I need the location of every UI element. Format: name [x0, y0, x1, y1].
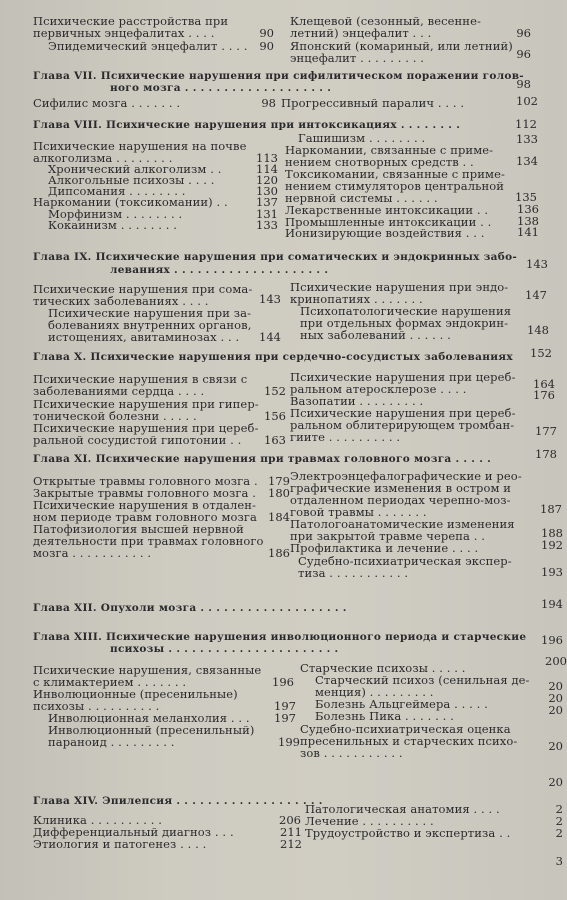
page-number: 177 — [535, 424, 557, 438]
toc-entry: Психические нарушения при цереб- — [290, 406, 516, 420]
toc-entry: Патологоанатомические изменения — [290, 517, 515, 531]
page-number: 188 — [541, 526, 563, 540]
toc-entry: заболеваниями сердца . . . . — [33, 384, 205, 398]
toc-entry: Этиология и патогенез . . . . — [33, 837, 207, 851]
chapter-heading: Глава XIII. Психические нарушения инволюционного периода и старческие — [33, 631, 527, 643]
toc-entry: Ионизирующие воздействия . . . — [285, 226, 485, 240]
toc-entry: Хронический алкоголизм . . — [48, 162, 222, 176]
toc-entry: ных заболеваний . . . . . . — [300, 328, 451, 342]
toc-entry: графические изменения в остром и — [290, 481, 512, 495]
toc-entry: гиите . . . . . . . . . . — [290, 430, 401, 444]
toc-entry: Психические нарушения при цереб- — [33, 421, 259, 435]
page-number: 135 — [515, 190, 537, 204]
toc-entry: Прогрессивный паралич . . . . — [281, 96, 465, 110]
page-number: 2 — [555, 826, 563, 840]
page-number: 192 — [541, 538, 563, 552]
toc-entry: Дифференциальный диагноз . . . — [33, 825, 234, 839]
toc-entry: Психические нарушения, связанные — [33, 663, 262, 677]
page-number: 187 — [540, 502, 562, 516]
page-number: 136 — [517, 202, 539, 216]
toc-entry: при отдельных формах эндокрин- — [300, 316, 509, 330]
chapter-heading: Глава IX. Психические нарушения при соматических и эндокринных забо- — [33, 251, 518, 263]
toc-entry: психозы . . . . . . . . . . — [33, 699, 160, 713]
toc-entry: летний) энцефалит . . . — [290, 26, 432, 40]
chapter-heading: психозы . . . . . . . . . . . . . . . . . . . . . . — [110, 643, 339, 655]
page-number: 20 — [548, 691, 563, 705]
toc-entry: Клиника . . . . . . . . . . — [33, 813, 163, 827]
toc-entry: ральном атеросклерозе . . . . — [290, 382, 467, 396]
toc-entry: истощениях, авитаминозах . . . — [48, 330, 240, 344]
page-number: 152 — [530, 346, 552, 360]
page-number: 143 — [259, 292, 281, 306]
toc-entry: Промышленные интоксикации . . — [285, 215, 492, 229]
toc-entry: Гашишизм . . . . . . . . — [298, 131, 426, 145]
toc-entry: тических заболеваниях . . . . — [33, 294, 209, 308]
toc-entry: Болезнь Альцгеймера . . . . . — [315, 697, 488, 711]
page-number: 186 — [268, 546, 290, 560]
page-number: 131 — [256, 207, 278, 221]
toc-entry: отдаленном периодах черепно-моз- — [290, 493, 511, 507]
toc-entry: Эпидемический энцефалит . . . . — [48, 39, 248, 53]
toc-entry: Профилактика и лечение . . . . — [290, 541, 479, 555]
toc-entry: деятельности при травмах головного — [33, 534, 264, 548]
page-number: 184 — [268, 510, 290, 524]
toc-entry: Психопатологические нарушения — [300, 304, 512, 318]
page-number: 138 — [517, 214, 539, 228]
toc-entry: Психические расстройства при — [33, 14, 229, 28]
toc-entry: ральном облитерирующем тромбан- — [290, 418, 515, 432]
toc-entry: алкоголизма . . . . . . . . — [33, 151, 173, 165]
toc-entry: Закрытые травмы головного мозга . — [33, 486, 256, 500]
chapter-heading: Глава VII. Психические нарушения при сифилитическом поражении голов- — [33, 70, 524, 82]
page-number: 144 — [259, 330, 281, 344]
toc-entry: Трудоустройство и экспертиза . . — [305, 826, 511, 840]
chapter-heading: Глава X. Психические нарушения при сердечно-сосудистых заболеваниях — [33, 351, 513, 363]
chapter-heading: Глава XIV. Эпилепсия . . . . . . . . . . . . . . . . . . . — [33, 795, 323, 807]
page-number: 196 — [541, 633, 563, 647]
page-number: 2 — [555, 802, 563, 816]
page-number: 143 — [526, 257, 548, 271]
page-number: 196 — [272, 675, 294, 689]
toc-entry: Кокаинизм . . . . . . . . — [48, 218, 178, 232]
chapter-heading: леваниях . . . . . . . . . . . . . . . . . . . . — [110, 264, 329, 276]
page-number: 90 — [259, 26, 274, 40]
toc-entry: параноид . . . . . . . . . — [48, 735, 175, 749]
page-number: 211 — [280, 825, 302, 839]
page-number: 180 — [268, 486, 290, 500]
page-number: 137 — [256, 195, 278, 209]
page-number: 130 — [256, 184, 278, 198]
toc-entry: мозга . . . . . . . . . . . — [33, 546, 152, 560]
toc-entry: кринопатиях . . . . . . . — [290, 292, 423, 306]
page-number: 164 — [533, 377, 555, 391]
toc-entry: Патологическая анатомия . . . . — [305, 802, 500, 816]
toc-entry: Психические нарушения в отдален- — [33, 498, 257, 512]
toc-entry: с климактерием . . . . . . . — [33, 675, 187, 689]
toc-entry: Лечение . . . . . . . . . . — [305, 814, 434, 828]
page-number: 134 — [516, 154, 538, 168]
toc-entry: нервной системы . . . . . . — [285, 191, 438, 205]
toc-entry: Болезнь Пика . . . . . . . — [315, 709, 454, 723]
toc-entry: Психические нарушения при эндо- — [290, 280, 509, 294]
page-number: 3 — [555, 854, 563, 868]
toc-entry: Сифилис мозга . . . . . . . — [33, 96, 181, 110]
page-number: 193 — [541, 565, 563, 579]
page-number: 163 — [264, 433, 286, 447]
page-number: 102 — [516, 94, 538, 108]
page-number: 212 — [280, 837, 302, 851]
toc-entry: Психические нарушения при сома- — [33, 282, 253, 296]
toc-entry: пресенильных и старческих психо- — [300, 734, 518, 748]
toc-entry: Вазопатии . . . . . . . . . — [290, 394, 424, 408]
toc-entry: Психические нарушения при цереб- — [290, 370, 516, 384]
page-number: 90 — [259, 39, 274, 53]
toc-entry: ном периоде травм головного мозга — [33, 510, 257, 524]
toc-entry: тиза . . . . . . . . . . . — [298, 566, 409, 580]
page-number: 20 — [548, 679, 563, 693]
chapter-heading: Глава VIII. Психические нарушения при интоксикациях . . . . . . . . — [33, 119, 461, 131]
toc-entry: Психические нарушения при гипер- — [33, 397, 259, 411]
page-number: 120 — [256, 173, 278, 187]
page-number: 178 — [535, 447, 557, 461]
page-number: 197 — [274, 699, 296, 713]
page-number: 148 — [527, 323, 549, 337]
page-number: 156 — [264, 409, 286, 423]
toc-entry: Психические нарушения на почве — [33, 139, 247, 153]
page-number: 200 — [545, 654, 567, 668]
page-number: 98 — [261, 96, 276, 110]
toc-entry: Инволюционная меланхолия . . . — [48, 711, 250, 725]
toc-entry: энцефалит . . . . . . . . . — [290, 51, 424, 65]
page-number: 96 — [516, 26, 531, 40]
toc-entry: Старческий психоз (сенильная де- — [315, 673, 530, 687]
chapter-heading: Глава XI. Психические нарушения при травмах головного мозга . . . . . — [33, 453, 492, 465]
toc-entry: менция) . . . . . . . . . — [315, 685, 434, 699]
toc-entry: Алкогольные психозы . . . . — [48, 173, 215, 187]
page-number: 206 — [279, 813, 301, 827]
page-number: 112 — [515, 117, 537, 131]
toc-entry: болеваниях внутренних органов, — [48, 318, 252, 332]
toc-entry: тонической болезни . . . . . — [33, 409, 197, 423]
page-number: 199 — [278, 735, 300, 749]
toc-entry: Инволюционные (пресенильные) — [33, 687, 238, 701]
toc-entry: Наркомании, связанные с приме- — [285, 143, 494, 157]
toc-entry: первичных энцефалитах . . . . — [33, 26, 215, 40]
toc-entry: Психические нарушения при за- — [48, 306, 252, 320]
toc-entry: Судебно-психиатрическая оценка — [300, 722, 511, 736]
toc-entry: Инволюционный (пресенильный) — [48, 723, 255, 737]
page-number: 20 — [548, 703, 563, 717]
toc-entry: Судебно-психиатрическая экспер- — [298, 554, 512, 568]
page-number: 179 — [268, 474, 290, 488]
toc-entry: Клещевой (сезонный, весенне- — [290, 14, 481, 28]
toc-entry: Лекарственные интоксикации . . — [285, 203, 489, 217]
toc-entry: говой травмы . . . . . . . — [290, 505, 427, 519]
page-number: 147 — [525, 288, 547, 302]
page-number: 114 — [256, 162, 278, 176]
page-number: 2 — [555, 814, 563, 828]
page-number: 98 — [516, 77, 531, 91]
toc-entry: Дипсомания . . . . . . . . — [48, 184, 186, 198]
toc-entry: Токсикомании, связанные с приме- — [285, 167, 505, 181]
page-number: 194 — [541, 597, 563, 611]
chapter-heading: Глава XII. Опухоли мозга . . . . . . . . . . . . . . . . . . . — [33, 602, 347, 614]
page-number: 133 — [256, 218, 278, 232]
toc-entry: ральной сосудистой гипотонии . . — [33, 433, 242, 447]
toc-entry: зов . . . . . . . . . . . — [300, 746, 403, 760]
page-number: 197 — [274, 711, 296, 725]
page-number: 96 — [516, 47, 531, 61]
toc-entry: Японский (комариный, или летний) — [290, 39, 513, 53]
toc-entry: Патофизиология высшей нервной — [33, 522, 244, 536]
page-number: 133 — [516, 132, 538, 146]
toc-entry: Наркомании (токсикомании) . . — [33, 195, 228, 209]
page-number: 20 — [548, 775, 563, 789]
chapter-heading: ного мозга . . . . . . . . . . . . . . . . . . . — [110, 82, 332, 94]
toc-entry: Открытые травмы головного мозга . — [33, 474, 258, 488]
toc-entry: Психические нарушения в связи с — [33, 372, 248, 386]
toc-entry: нением стимуляторов центральной — [285, 179, 505, 193]
toc-entry: Электроэнцефалографические и рео- — [290, 469, 522, 483]
page-number: 113 — [256, 151, 278, 165]
page-number: 20 — [548, 739, 563, 753]
toc-entry: нением снотворных средств . . — [285, 155, 474, 169]
page-number: 176 — [533, 388, 555, 402]
page-number: 141 — [517, 225, 539, 239]
page-number: 152 — [264, 384, 286, 398]
toc-entry: Морфинизм . . . . . . . . — [48, 207, 183, 221]
toc-entry: Старческие психозы . . . . . — [300, 661, 466, 675]
toc-entry: при закрытой травме черепа . . — [290, 529, 485, 543]
